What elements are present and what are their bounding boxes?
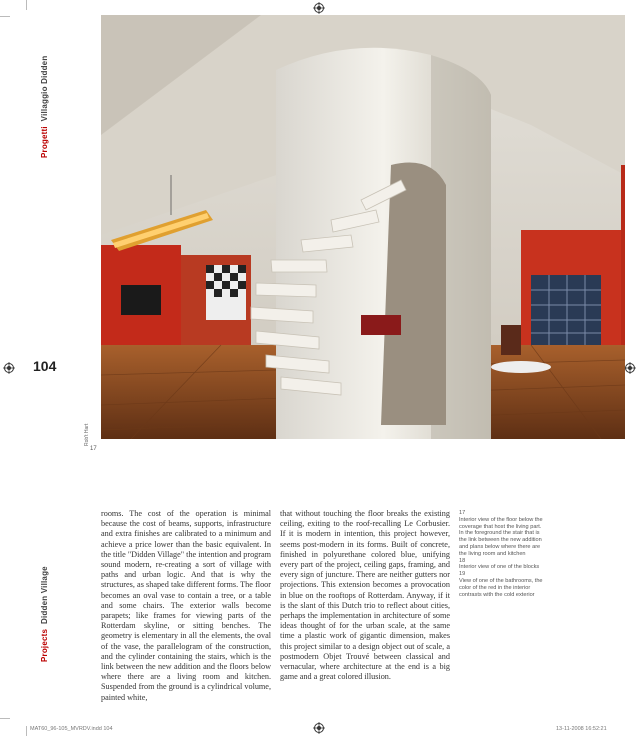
rail-section: Projects [40,628,49,662]
footer-timestamp: 13-11-2008 16:52:21 [556,726,607,732]
rail-section: Progetti [40,126,49,158]
caption-item [459,558,547,572]
caption-number: 19 [459,571,466,578]
trim-line [26,726,27,736]
caption-text: View of one of the bathrooms, the color of the red in the interior contrasts with the cold exterior [459,577,543,598]
caption-text: Interior view of one of the blocks [459,564,540,571]
caption-number: 17 [459,510,466,516]
photo-credit: Rob't Hart [84,423,90,446]
registration-mark-icon [313,722,325,734]
page-number: 104 [33,358,57,374]
rail-title: Villaggio Didden [40,55,49,122]
body-paragraph: rooms. The cost of the operation is minimal because the cost of beams, supports, infrastructure and extra finishes are calibrated to a minimum and achieve a price lower than the basic equivalent. In the title "Didden Village" the intention and program sound modern, re-creating a sort of village with paths and urban logic. And that is why the structures, as shaped take different forms. The floor becomes an oval vase to contain a tree, or a table and some chairs. The exterior walls become parapets; like frames for viewing parts of the Rotterdam skyline, or sitting benches. The geometry is elementary in all the elements, the oval of the vase, the parallelogram of the construction, and the cylinder containing the stairs, which is the link between the new addition and the floors below where there are a living room and kitchen. Suspended from the ground is a cylindrical volume, painted white, [101,509,271,702]
registration-mark-icon [624,362,636,374]
figure-number: 17 [90,446,97,452]
running-header-top [40,56,49,158]
body-column-2 [280,509,450,682]
body-column-1 [101,509,271,703]
body-paragraph: that without touching the floor breaks the existing ceiling, exiting to the roof-recalling Le Corbusier. If it is modern in intention, this project however, seems post-modern in its forms. Built of concrete, finished in polyurethane colored blue, unifying every part of the project, ceiling gaps, framing, and every sign of juncture. There are neither gutters nor projections. This extension becomes a provocation in blue on the rooftops of Rotterdam. Anyway, if it is the slant of this Dutch trio to reflect about cities, perhaps the implementation in architecture of some ideas thought of for the urban scale, at the same time a plastic work of gigantic dimension, makes this project similar to a design object out of scale, a postmodern Objet Trouvé between classical and vernacular, where architecture at the end is a big game and a great colored illusion. [280,509,450,682]
caption-item [459,571,547,598]
footer-file: MAT60_96-105_MVRDV.indd 104 [30,726,113,732]
registration-mark-icon [3,362,15,374]
trim-line [0,16,10,17]
registration-mark-icon [313,2,325,14]
caption-item [459,510,547,558]
caption-number: 18 [459,557,466,564]
caption-text: Interior view of the floor below the coverage that host the living part. In the foreground the stair that is the link between the new addition and plans below where there are the living room and kitchen [459,516,543,557]
trim-line [26,0,27,10]
interior-photo [101,15,625,439]
captions-block [459,510,547,598]
trim-line [0,718,10,719]
running-header-bottom [40,566,49,662]
rail-title: Didden Village [40,566,49,624]
